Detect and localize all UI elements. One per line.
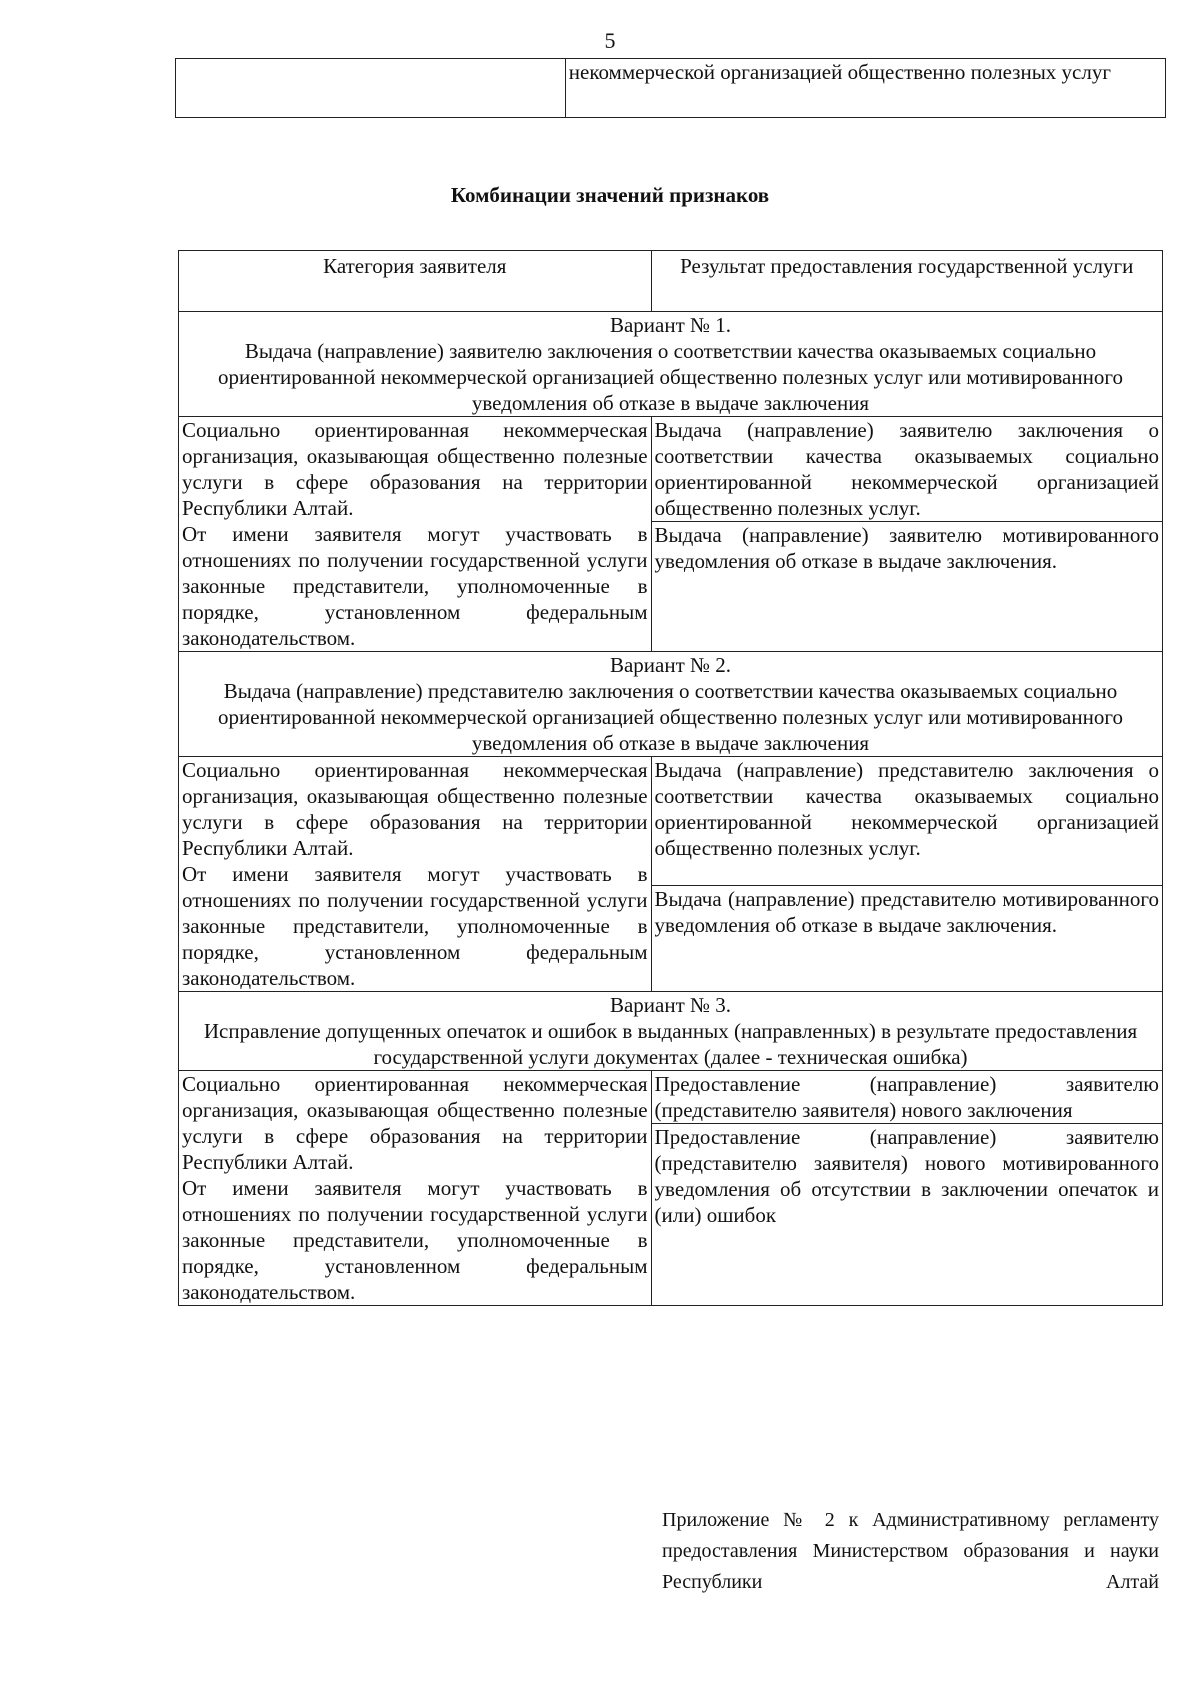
continuation-right-cell: некоммерческой организацией общественно полезных услуг (565, 59, 1165, 118)
variant-row (179, 757, 1163, 886)
category-cell (179, 417, 652, 652)
variant-title: Выдача (направление) представителю заключения о соответствии качества оказываемых социально ориентированной некоммерческой организацией общественно полезных услуг или мотивированного уведомления об отказе в выдаче заключения (218, 679, 1123, 755)
result-cell: Выдача (направление) заявителю мотивированного уведомления об отказе в выдаче заключения. (651, 522, 1162, 652)
variant-number: Вариант № 3. (609, 993, 732, 1017)
category-cell (179, 757, 652, 992)
variant-title: Исправление допущенных опечаток и ошибок в выданных (направленных) в результате предоставления государственной услуги документах (далее - техническая ошибка) (203, 1019, 1138, 1069)
variant-row (179, 417, 1163, 522)
result-cell: Выдача (направление) представителю заключения о соответствии качества оказываемых социально ориентированной некоммерческой организацией общественно полезных услуг. (651, 757, 1162, 886)
combinations-table (178, 250, 1163, 1306)
variant-number: Вариант № 2. (609, 653, 732, 677)
variant-header-row (179, 312, 1163, 417)
page-number: 5 (604, 28, 616, 53)
continuation-table (175, 58, 1166, 118)
table-row (176, 59, 1166, 118)
category-text: Социально ориентированная некоммерческая организация, оказывающая общественно полезные услуги в сфере образования на территории Республики Алтай. (182, 418, 648, 520)
category-cell (179, 1071, 652, 1306)
variant-title: Выдача (направление) заявителю заключения о соответствии качества оказываемых социально ориентированной некоммерческой организацией общественно полезных услуг или мотивированного уведомления об отказе в выдаче заключения (218, 339, 1123, 415)
header-category: Категория заявителя (179, 251, 652, 312)
appendix-note: Приложение № 2 к Административному регламенту предоставления Министерством образования и науки Республики Алтай (662, 1509, 1159, 1593)
continuation-left-cell (176, 59, 566, 118)
category-text: Социально ориентированная некоммерческая организация, оказывающая общественно полезные услуги в сфере образования на территории Республики Алтай. (182, 758, 648, 860)
result-cell: Выдача (направление) представителю мотивированного уведомления об отказе в выдаче заключения. (651, 886, 1162, 992)
variant-header-cell (179, 652, 1163, 757)
result-cell: Предоставление (направление) заявителю (представителю заявителя) нового мотивированного уведомления об отсутствии в заключении опечаток и (или) ошибок (651, 1124, 1162, 1306)
variant-header-cell (179, 992, 1163, 1071)
result-cell: Выдача (направление) заявителю заключения о соответствии качества оказываемых социально ориентированной некоммерческой организацией общественно полезных услуг. (651, 417, 1162, 522)
category-note: От имени заявителя могут участвовать в отношениях по получении государственной услуги законные представители, уполномоченные в порядке, установленном федеральным законодательством. (182, 862, 648, 990)
category-text: Социально ориентированная некоммерческая организация, оказывающая общественно полезные услуги в сфере образования на территории Республики Алтай. (182, 1072, 648, 1174)
variant-header-row (179, 992, 1163, 1071)
variant-row (179, 1071, 1163, 1124)
table-header-row (179, 251, 1163, 312)
section-title: Комбинации значений признаков (450, 183, 770, 207)
header-result: Результат предоставления государственной услуги (651, 251, 1162, 312)
category-note: От имени заявителя могут участвовать в отношениях по получении государственной услуги законные представители, уполномоченные в порядке, установленном федеральным законодательством. (182, 1176, 648, 1304)
result-cell: Предоставление (направление) заявителю (представителю заявителя) нового заключения (651, 1071, 1162, 1124)
category-note: От имени заявителя могут участвовать в отношениях по получении государственной услуги законные представители, уполномоченные в порядке, установленном федеральным законодательством. (182, 522, 648, 650)
variant-number: Вариант № 1. (609, 313, 732, 337)
variant-header-row (179, 652, 1163, 757)
variant-header-cell (179, 312, 1163, 417)
